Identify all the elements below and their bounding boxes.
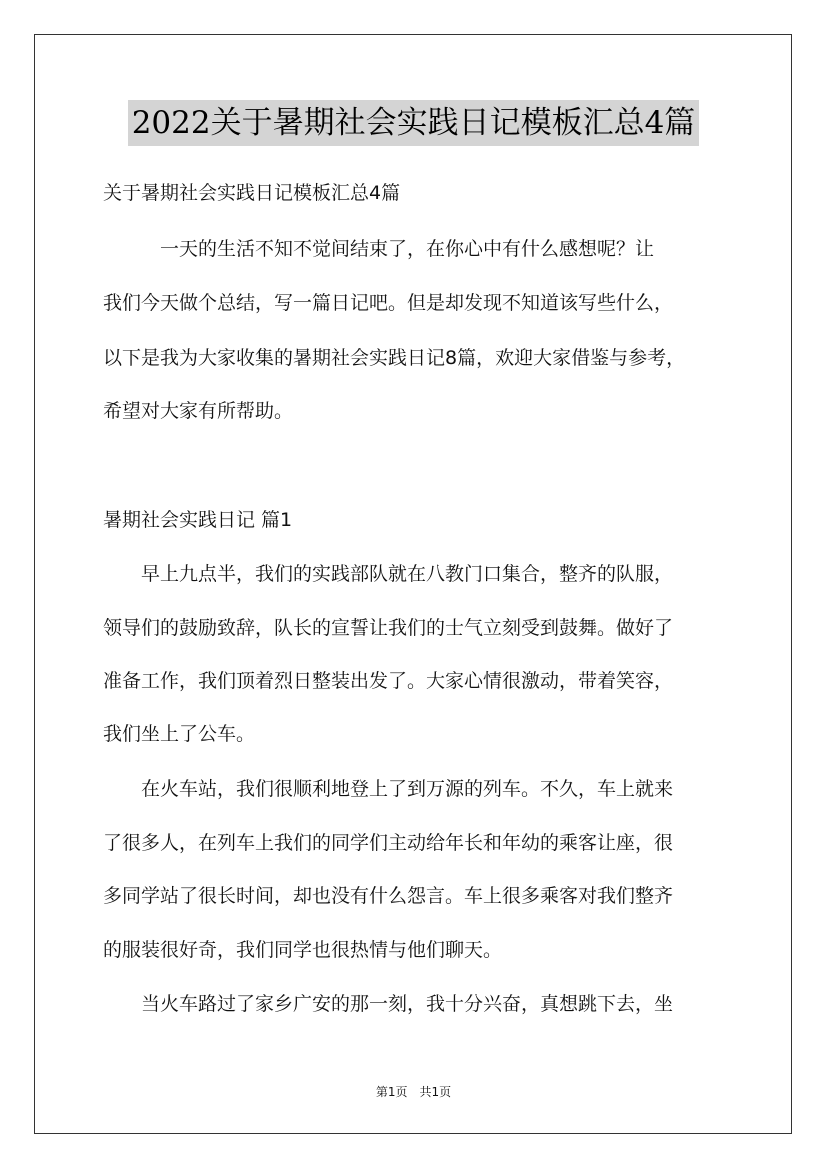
paragraph-line: 了很多人，在列车上我们的同学们主动给年长和年幼的乘客让座，很: [103, 832, 674, 854]
paragraph-line: 当火车路过了家乡广安的那一刻，我十分兴奋，真想跳下去，坐: [103, 993, 674, 1015]
paragraph-line: 多同学站了很长时间，却也没有什么怨言。车上很多乘客对我们整齐: [103, 885, 674, 907]
section-heading: 暑期社会实践日记 篇1: [103, 509, 293, 531]
intro-line: 我们今天做个总结，写一篇日记吧。但是却发现不知道该写些什么，: [103, 292, 674, 314]
title-container: [0, 100, 827, 146]
subtitle: 关于暑期社会实践日记模板汇总4篇: [103, 182, 401, 204]
paragraph-line: 我们坐上了公车。: [103, 723, 256, 745]
intro-line: 希望对大家有所帮助。: [103, 400, 294, 422]
paragraph-line: 早上九点半，我们的实践部队就在八教门口集合，整齐的队服，: [103, 563, 674, 585]
intro-line: 以下是我为大家收集的暑期社会实践日记8篇，欢迎大家借鉴与参考，: [103, 347, 686, 369]
paragraph-line: 在火车站，我们很顺利地登上了到万源的列车。不久，车上就来: [103, 778, 674, 800]
paragraph-line: 的服装很好奇，我们同学也很热情与他们聊天。: [103, 939, 503, 961]
page-footer: 第1页 共1页: [375, 1085, 452, 1099]
intro-line: 一天的生活不知不觉间结束了，在你心中有什么感想呢？让: [103, 238, 655, 260]
paragraph-line: 准备工作，我们顶着烈日整装出发了。大家心情很激动，带着笑容，: [103, 670, 674, 692]
document-title: 2022关于暑期社会实践日记模板汇总4篇: [128, 100, 700, 146]
paragraph-line: 领导们的鼓励致辞，队长的宣誓让我们的士气立刻受到鼓舞。做好了: [103, 617, 674, 639]
